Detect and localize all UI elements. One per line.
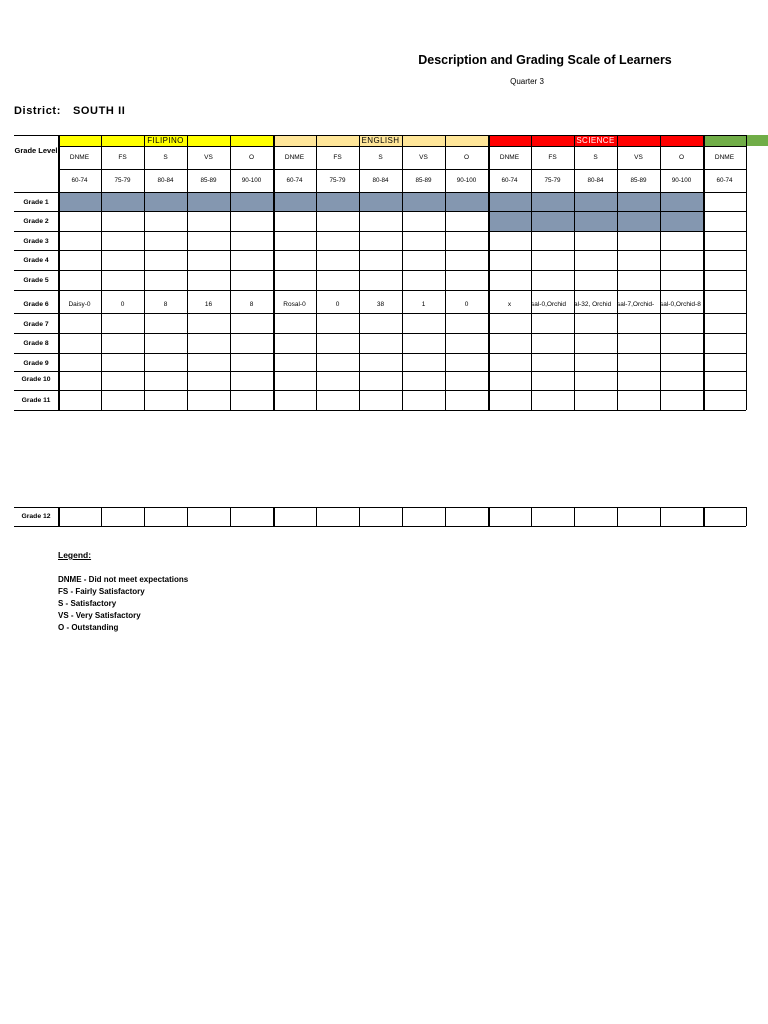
col-range: 85-89	[200, 176, 217, 184]
row-label-grade-6: Grade 6	[23, 301, 49, 308]
grid-line	[574, 135, 575, 410]
legend	[58, 550, 188, 634]
grid-line	[144, 135, 145, 410]
col-range: 90-100	[241, 176, 262, 184]
grid-line	[531, 135, 532, 410]
col-code-fs: FS	[333, 153, 342, 161]
table-cell: sal-0,Orchid	[531, 301, 567, 308]
subject-header-english: ENGLISH	[273, 135, 488, 146]
col-range: 75-79	[544, 176, 561, 184]
grid-line	[144, 507, 145, 526]
grid-line	[58, 135, 60, 410]
shaded-cell	[660, 193, 703, 211]
col-code-vs: VS	[634, 153, 643, 161]
grid-line	[660, 135, 661, 410]
shaded-cell	[574, 212, 617, 231]
shaded-cell	[660, 212, 703, 231]
col-code-vs: VS	[419, 153, 428, 161]
shaded-cell	[402, 193, 445, 211]
grid-line	[402, 135, 403, 410]
shaded-cell	[101, 193, 144, 211]
grid-line	[703, 135, 705, 410]
row-label-grade-8: Grade 8	[23, 340, 49, 347]
subject-header-science: SCIENCE	[488, 135, 703, 146]
grid-line	[488, 135, 490, 410]
subject-header-next	[703, 135, 768, 146]
row-label-grade-9: Grade 9	[23, 360, 49, 367]
grid-line	[617, 135, 618, 410]
table-cell: 0	[335, 301, 340, 308]
grid-line	[660, 507, 661, 526]
grid-line	[230, 507, 231, 526]
grid-line	[14, 353, 746, 354]
grade-level-header: Grade Level	[14, 146, 58, 155]
row-label-grade-7: Grade 7	[23, 321, 49, 328]
table-cell: x	[507, 301, 512, 308]
grid-line	[617, 507, 618, 526]
col-code-dnme: DNME	[499, 153, 520, 161]
col-range: 60-74	[71, 176, 88, 184]
table-cell: Rosal-0	[283, 301, 306, 308]
col-range: 60-74	[501, 176, 518, 184]
grid-line	[14, 333, 746, 334]
row-label-grade-4: Grade 4	[23, 257, 49, 264]
col-code-dnme: DNME	[69, 153, 90, 161]
grid-line	[746, 135, 747, 410]
shaded-cell	[617, 212, 660, 231]
grid-line	[316, 135, 317, 410]
grid-line	[746, 507, 747, 526]
grid-line	[230, 135, 231, 410]
table-cell: 38	[376, 301, 385, 308]
grid-line	[58, 507, 60, 526]
col-code-s: S	[378, 153, 383, 161]
shaded-cell	[359, 193, 402, 211]
row-label-grade-2: Grade 2	[23, 218, 49, 225]
shaded-cell	[531, 212, 574, 231]
district-label: District:	[14, 105, 61, 117]
shaded-cell	[187, 193, 230, 211]
shaded-cell	[144, 193, 187, 211]
table-cell: 8	[249, 301, 254, 308]
col-range: 90-100	[671, 176, 692, 184]
col-code-dnme: DNME	[284, 153, 305, 161]
grid-line	[14, 390, 746, 391]
table-cell: 0	[464, 301, 469, 308]
district-value: SOUTH II	[72, 105, 126, 117]
shaded-cell	[273, 193, 316, 211]
grid-line	[574, 507, 575, 526]
legend-item: S - Satisfactory	[58, 599, 117, 608]
grid-line	[14, 410, 746, 411]
row-label-grade-10: Grade 10	[21, 376, 51, 383]
shaded-cell	[488, 193, 531, 211]
col-code-o: O	[678, 153, 685, 161]
grid-line	[101, 507, 102, 526]
row-label-grade-11: Grade 11	[21, 397, 51, 404]
col-range: 60-74	[286, 176, 303, 184]
legend-item: O - Outstanding	[58, 623, 119, 632]
shaded-cell	[230, 193, 273, 211]
legend-title: Legend:	[58, 550, 92, 560]
legend-items	[58, 574, 188, 634]
legend-item: VS - Very Satisfactory	[58, 611, 141, 620]
col-range: 85-89	[415, 176, 432, 184]
col-code-s: S	[593, 153, 598, 161]
col-code-o: O	[463, 153, 470, 161]
grid-line	[14, 270, 746, 271]
grid-line	[187, 507, 188, 526]
table-cell: 16	[204, 301, 213, 308]
col-range: 90-100	[456, 176, 477, 184]
grid-line	[14, 526, 746, 527]
grid-line	[14, 290, 746, 291]
row-label-grade-12: Grade 12	[21, 513, 51, 520]
col-range: 80-84	[157, 176, 174, 184]
table-cell: sal-7,Orchid-	[617, 301, 655, 308]
grid-line	[531, 507, 532, 526]
grid-line	[101, 135, 102, 410]
grid-line	[445, 507, 446, 526]
row-label-grade-5: Grade 5	[23, 277, 49, 284]
grid-line	[14, 507, 746, 508]
col-range: 75-79	[114, 176, 131, 184]
col-range: 85-89	[630, 176, 647, 184]
shaded-cell	[488, 212, 531, 231]
col-code-fs: FS	[548, 153, 557, 161]
shaded-cell	[617, 193, 660, 211]
table-cell: 0	[120, 301, 125, 308]
grid-line	[359, 135, 360, 410]
subject-header-filipino: FILIPINO	[58, 135, 273, 146]
grid-line	[14, 371, 746, 372]
grid-line	[402, 507, 403, 526]
grid-line	[273, 507, 275, 526]
grid-line	[187, 135, 188, 410]
table-cell: 1	[421, 301, 426, 308]
table-cell: Daisy-0	[68, 301, 91, 308]
table-cell: al-32, Orchid	[574, 301, 612, 308]
grid-line	[316, 507, 317, 526]
row-label-grade-1: Grade 1	[23, 199, 49, 206]
col-code-o: O	[248, 153, 255, 161]
col-code-vs: VS	[204, 153, 213, 161]
grid-line	[359, 507, 360, 526]
shaded-cell	[58, 193, 101, 211]
col-range: 60-74	[716, 176, 733, 184]
shaded-cell	[531, 193, 574, 211]
grid-line	[445, 135, 446, 410]
grid-line	[14, 231, 746, 232]
shaded-cell	[574, 193, 617, 211]
col-range: 80-84	[587, 176, 604, 184]
shaded-cell	[316, 193, 359, 211]
grid-line	[14, 313, 746, 314]
grid-line	[14, 135, 746, 136]
grid-line	[14, 250, 746, 251]
quarter-label: Quarter 3	[510, 77, 544, 86]
grid-line	[703, 507, 705, 526]
grid-line	[488, 507, 490, 526]
shaded-cell	[445, 193, 488, 211]
table-cell: sal-0,Orchid-8	[660, 301, 701, 308]
grid-line	[273, 135, 275, 410]
page-title: Description and Grading Scale of Learners	[418, 53, 672, 67]
col-range: 75-79	[329, 176, 346, 184]
legend-item: DNME - Did not meet expectations	[58, 575, 189, 584]
col-code-s: S	[163, 153, 168, 161]
legend-item: FS - Fairly Satisfactory	[58, 587, 145, 596]
col-code-dnme: DNME	[714, 153, 735, 161]
grid-line	[14, 211, 746, 212]
district-line	[14, 105, 125, 117]
table-cell: 8	[163, 301, 168, 308]
row-label-grade-3: Grade 3	[23, 238, 49, 245]
col-code-fs: FS	[118, 153, 127, 161]
col-range: 80-84	[372, 176, 389, 184]
grid-line	[14, 192, 746, 193]
